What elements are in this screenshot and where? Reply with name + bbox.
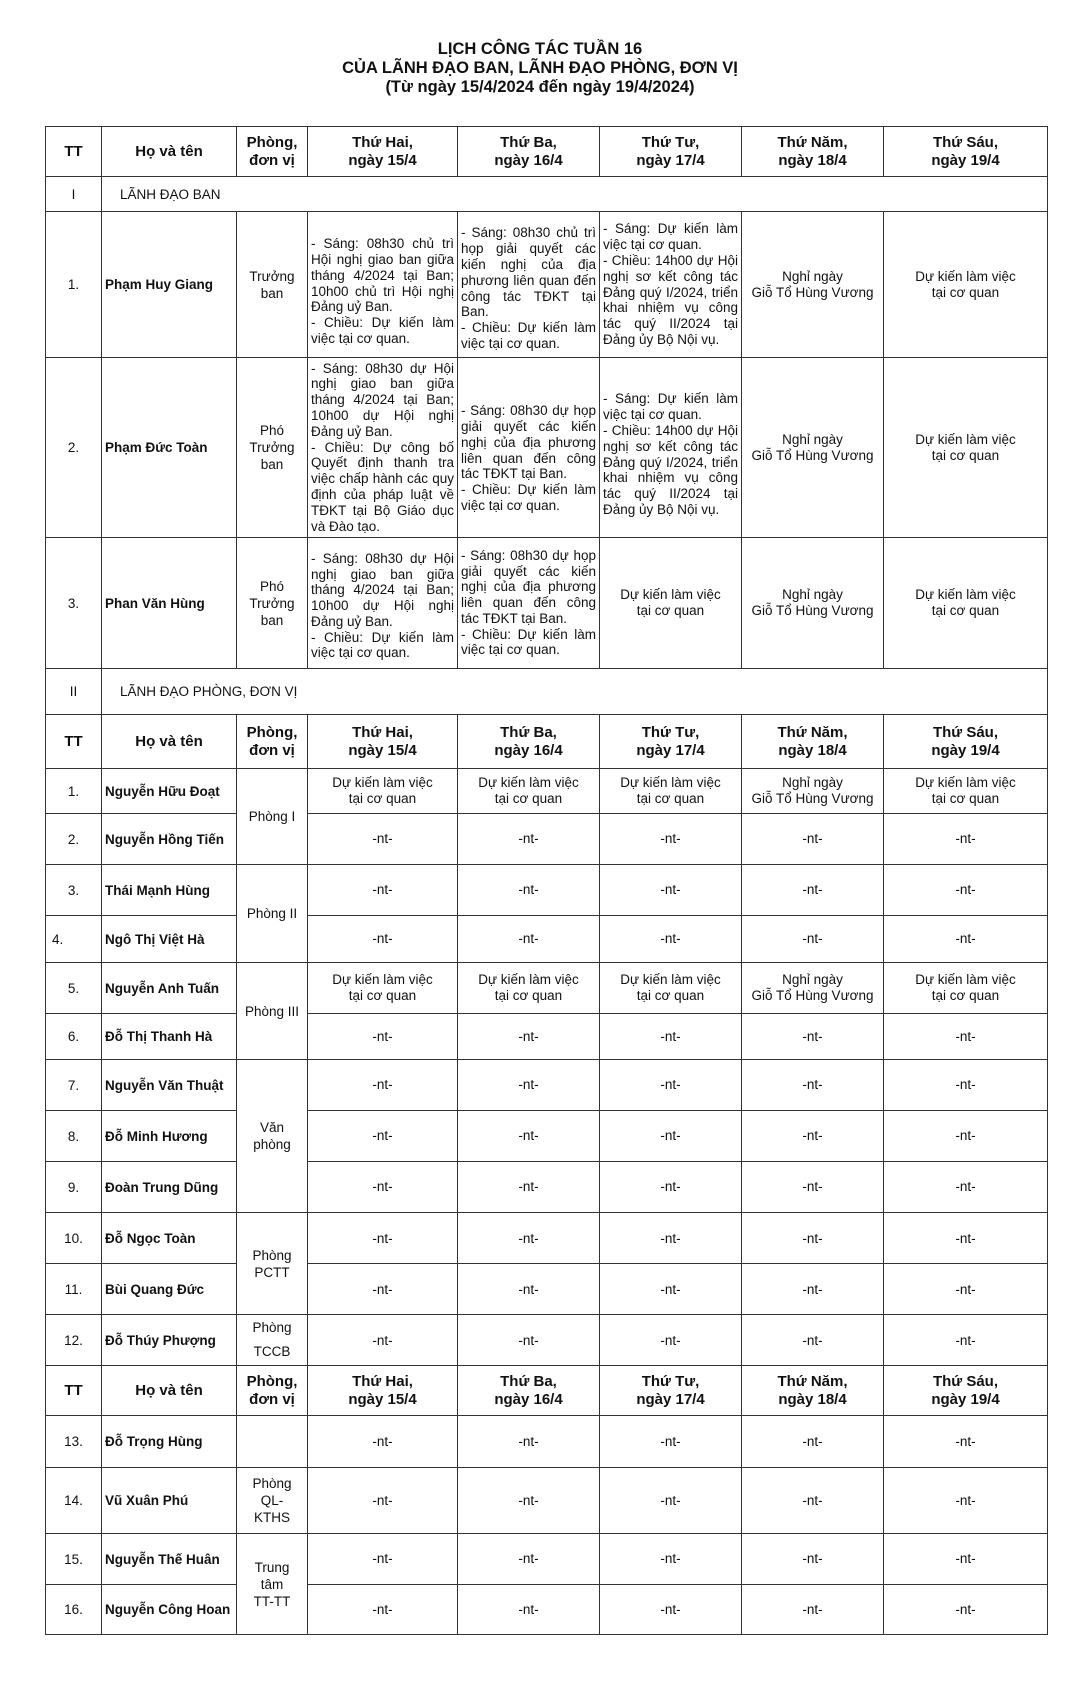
friday-cell: -nt- [884, 1416, 1048, 1468]
friday-cell: Dự kiến làm việc tại cơ quan [884, 963, 1048, 1014]
table-row [46, 814, 1048, 865]
friday-cell: -nt- [884, 1585, 1048, 1635]
wednesday-cell: -nt- [600, 1162, 742, 1213]
monday-cell: -nt- [308, 916, 458, 963]
header-friday: Thứ Sáu, ngày 19/4 [884, 1366, 1048, 1416]
document-title [0, 40, 1080, 97]
header-friday: Thứ Sáu, ngày 19/4 [884, 127, 1048, 177]
header-name: Họ và tên [102, 1366, 237, 1416]
table-row [46, 865, 1048, 916]
row-number: 8. [46, 1111, 102, 1162]
header-friday: Thứ Sáu, ngày 19/4 [884, 715, 1048, 769]
monday-cell: Dự kiến làm việc tại cơ quan [308, 769, 458, 814]
table-row [46, 1534, 1048, 1585]
person-name: Nguyễn Hữu Đoạt [102, 769, 237, 814]
thursday-cell: -nt- [742, 1060, 884, 1111]
tuesday-cell: -nt- [458, 1468, 600, 1534]
table-row [46, 1014, 1048, 1060]
person-name: Đỗ Thị Thanh Hà [102, 1014, 237, 1060]
thursday-cell: -nt- [742, 1014, 884, 1060]
title-line-1: LỊCH CÔNG TÁC TUẦN 16 [437, 40, 643, 58]
person-name: Đỗ Thúy Phượng [102, 1315, 237, 1366]
table-row [46, 1468, 1048, 1534]
row-number: 6. [46, 1014, 102, 1060]
monday-cell: -nt- [308, 1060, 458, 1111]
row-number: 16. [46, 1585, 102, 1635]
tuesday-cell: - Sáng: 08h30 dự họp giải quyết các kiến nghị của địa phương liên quan đến công tác TĐKT tại Ban. - Chiều: Dự kiến làm việc tại cơ quan. [458, 358, 600, 538]
tuesday-cell: -nt- [458, 1315, 600, 1366]
friday-cell: -nt- [884, 1264, 1048, 1315]
row-number: 9. [46, 1162, 102, 1213]
section-label: LÃNH ĐẠO PHÒNG, ĐƠN VỊ [102, 669, 1048, 715]
wednesday-cell: -nt- [600, 814, 742, 865]
tuesday-cell: - Sáng: 08h30 dự họp giải quyết các kiến nghị của địa phương liên quan đến công tác TĐKT tại Ban. - Chiều: Dự kiến làm việc tại cơ quan. [458, 538, 600, 669]
friday-cell: Dự kiến làm việc tại cơ quan [884, 538, 1048, 669]
table-row [46, 769, 1048, 814]
wednesday-cell: -nt- [600, 1416, 742, 1468]
wednesday-cell: -nt- [600, 1468, 742, 1534]
table-row [46, 358, 1048, 538]
tuesday-cell: - Sáng: 08h30 chủ trì họp giải quyết các kiến nghị của địa phương liên quan đến công tác TĐKT tại Ban. - Chiều: Dự kiến làm việc tại cơ quan. [458, 212, 600, 358]
thursday-cell: -nt- [742, 1585, 884, 1635]
person-name: Đỗ Minh Hương [102, 1111, 237, 1162]
table-row [46, 1416, 1048, 1468]
header-tuesday: Thứ Ba, ngày 16/4 [458, 715, 600, 769]
friday-cell: Dự kiến làm việc tại cơ quan [884, 769, 1048, 814]
thursday-cell: -nt- [742, 1416, 884, 1468]
thursday-cell: -nt- [742, 1213, 884, 1264]
wednesday-cell: -nt- [600, 1014, 742, 1060]
header-name: Họ và tên [102, 127, 237, 177]
monday-cell: -nt- [308, 1213, 458, 1264]
thursday-cell: -nt- [742, 1468, 884, 1534]
friday-cell: Dự kiến làm việc tại cơ quan [884, 212, 1048, 358]
thursday-cell: Nghỉ ngày Giỗ Tổ Hùng Vương [742, 963, 884, 1014]
thursday-cell: -nt- [742, 1534, 884, 1585]
person-name: Ngô Thị Việt Hà [102, 916, 237, 963]
wednesday-cell: -nt- [600, 916, 742, 963]
header-thursday: Thứ Năm, ngày 18/4 [742, 715, 884, 769]
wednesday-cell: -nt- [600, 1534, 742, 1585]
row-number: 14. [46, 1468, 102, 1534]
thursday-cell: -nt- [742, 1264, 884, 1315]
monday-cell: -nt- [308, 1534, 458, 1585]
thursday-cell: -nt- [742, 1315, 884, 1366]
wednesday-cell: -nt- [600, 1111, 742, 1162]
friday-cell: -nt- [884, 1468, 1048, 1534]
title-line-3: (Từ ngày 15/4/2024 đến ngày 19/4/2024) [385, 78, 695, 96]
tuesday-cell: -nt- [458, 1534, 600, 1585]
friday-cell: -nt- [884, 814, 1048, 865]
tuesday-cell: -nt- [458, 1014, 600, 1060]
wednesday-cell: -nt- [600, 1315, 742, 1366]
monday-cell: -nt- [308, 1585, 458, 1635]
wednesday-cell: - Sáng: Dự kiến làm việc tại cơ quan. - Chiều: 14h00 dự Hội nghị sơ kết công tác Đảng quý I/2024, triển khai nhiệm vụ công tác quý II/2024 tại Đảng ủy Bộ Nội vụ. [600, 212, 742, 358]
friday-cell: Dự kiến làm việc tại cơ quan [884, 358, 1048, 538]
header-unit: Phòng, đơn vị [237, 715, 308, 769]
header-wednesday: Thứ Tư, ngày 17/4 [600, 127, 742, 177]
wednesday-cell: -nt- [600, 1585, 742, 1635]
thursday-cell: -nt- [742, 865, 884, 916]
friday-cell: -nt- [884, 1162, 1048, 1213]
unit-cell: Phòng II [237, 865, 308, 963]
person-name: Thái Mạnh Hùng [102, 865, 237, 916]
header-unit: Phòng, đơn vị [237, 1366, 308, 1416]
table-row [46, 1264, 1048, 1315]
header-name: Họ và tên [102, 715, 237, 769]
monday-cell: -nt- [308, 814, 458, 865]
section-number: I [46, 177, 102, 212]
wednesday-cell: -nt- [600, 1213, 742, 1264]
wednesday-cell: Dự kiến làm việc tại cơ quan [600, 538, 742, 669]
unit-cell: Phòng QL- KTHS [237, 1468, 308, 1534]
unit-cell: Phó Trưởng ban [237, 358, 308, 538]
table-header [46, 1366, 1048, 1416]
unit-cell: Phòng III [237, 963, 308, 1060]
section-number: II [46, 669, 102, 715]
table-row [46, 1111, 1048, 1162]
section-row [46, 669, 1048, 715]
tuesday-cell: -nt- [458, 1416, 600, 1468]
row-number: 15. [46, 1534, 102, 1585]
tuesday-cell: -nt- [458, 865, 600, 916]
row-number: 13. [46, 1416, 102, 1468]
header-wednesday: Thứ Tư, ngày 17/4 [600, 1366, 742, 1416]
person-name: Nguyễn Công Hoan [102, 1585, 237, 1635]
header-tuesday: Thứ Ba, ngày 16/4 [458, 1366, 600, 1416]
table-row [46, 212, 1048, 358]
table-header [46, 715, 1048, 769]
unit-cell: Phó Trưởng ban [237, 538, 308, 669]
schedule-table [45, 126, 1048, 1635]
wednesday-cell: -nt- [600, 1264, 742, 1315]
tuesday-cell: -nt- [458, 1111, 600, 1162]
friday-cell: -nt- [884, 1111, 1048, 1162]
person-name: Nguyễn Hồng Tiến [102, 814, 237, 865]
monday-cell: -nt- [308, 1264, 458, 1315]
monday-cell: -nt- [308, 1014, 458, 1060]
header-wednesday: Thứ Tư, ngày 17/4 [600, 715, 742, 769]
header-tuesday: Thứ Ba, ngày 16/4 [458, 127, 600, 177]
table-row [46, 916, 1048, 963]
wednesday-cell: - Sáng: Dự kiến làm việc tại cơ quan. - Chiều: 14h00 dự Hội nghị sơ kết công tác Đảng quý I/2024, triển khai nhiệm vụ công tác quý II/2024 tại Đảng ủy Bộ Nội vụ. [600, 358, 742, 538]
wednesday-cell: Dự kiến làm việc tại cơ quan [600, 769, 742, 814]
person-name: Đỗ Trọng Hùng [102, 1416, 237, 1468]
tuesday-cell: -nt- [458, 1585, 600, 1635]
tuesday-cell: -nt- [458, 1060, 600, 1111]
row-number: 3. [46, 865, 102, 916]
table-row [46, 1162, 1048, 1213]
monday-cell: -nt- [308, 1416, 458, 1468]
header-thursday: Thứ Năm, ngày 18/4 [742, 127, 884, 177]
thursday-cell: -nt- [742, 1111, 884, 1162]
person-name: Bùi Quang Đức [102, 1264, 237, 1315]
table-row [46, 538, 1048, 669]
monday-cell: -nt- [308, 865, 458, 916]
person-name: Nguyễn Anh Tuấn [102, 963, 237, 1014]
header-tt: TT [46, 715, 102, 769]
monday-cell: - Sáng: 08h30 dự Hội nghị giao ban giữa tháng 4/2024 tại Ban; 10h00 dự Hội nghị Đảng uỷ Ban. - Chiều: Dự công bố Quyết định thanh tra việc chấp hành các quy định của pháp luật về TĐKT tại Bộ Giáo dục và Đào tạo. [308, 358, 458, 538]
row-number: 3. [46, 538, 102, 669]
section-row [46, 177, 1048, 212]
row-number: 4. [46, 916, 102, 963]
thursday-cell: -nt- [742, 1162, 884, 1213]
wednesday-cell: -nt- [600, 865, 742, 916]
header-unit: Phòng, đơn vị [237, 127, 308, 177]
row-number: 7. [46, 1060, 102, 1111]
table-row [46, 1060, 1048, 1111]
unit-cell: Văn phòng [237, 1060, 308, 1213]
monday-cell: Dự kiến làm việc tại cơ quan [308, 963, 458, 1014]
person-name: Phạm Đức Toàn [102, 358, 237, 538]
row-number: 11. [46, 1264, 102, 1315]
monday-cell: -nt- [308, 1111, 458, 1162]
row-number: 1. [46, 212, 102, 358]
friday-cell: -nt- [884, 1534, 1048, 1585]
tuesday-cell: -nt- [458, 814, 600, 865]
friday-cell: -nt- [884, 1014, 1048, 1060]
header-monday: Thứ Hai, ngày 15/4 [308, 127, 458, 177]
friday-cell: -nt- [884, 865, 1048, 916]
unit-cell: Phòng I [237, 769, 308, 865]
row-number: 1. [46, 769, 102, 814]
table-row [46, 1585, 1048, 1635]
wednesday-cell: Dự kiến làm việc tại cơ quan [600, 963, 742, 1014]
person-name: Vũ Xuân Phú [102, 1468, 237, 1534]
row-number: 2. [46, 358, 102, 538]
tuesday-cell: -nt- [458, 1264, 600, 1315]
person-name: Phan Văn Hùng [102, 538, 237, 669]
header-monday: Thứ Hai, ngày 15/4 [308, 715, 458, 769]
person-name: Phạm Huy Giang [102, 212, 237, 358]
monday-cell: -nt- [308, 1315, 458, 1366]
person-name: Đoàn Trung Dũng [102, 1162, 237, 1213]
header-tt: TT [46, 1366, 102, 1416]
thursday-cell: Nghỉ ngày Giỗ Tổ Hùng Vương [742, 769, 884, 814]
person-name: Nguyễn Thế Huân [102, 1534, 237, 1585]
row-number: 5. [46, 963, 102, 1014]
person-name: Nguyễn Văn Thuật [102, 1060, 237, 1111]
thursday-cell: Nghỉ ngày Giỗ Tổ Hùng Vương [742, 538, 884, 669]
unit-cell: Trưởng ban [237, 212, 308, 358]
friday-cell: -nt- [884, 1315, 1048, 1366]
monday-cell: -nt- [308, 1468, 458, 1534]
monday-cell: - Sáng: 08h30 dự Hội nghị giao ban giữa tháng 4/2024 tại Ban; 10h00 dự Hội nghị Đảng uỷ Ban. - Chiều: Dự kiến làm việc tại cơ quan. [308, 538, 458, 669]
person-name: Đỗ Ngọc Toàn [102, 1213, 237, 1264]
section-label: LÃNH ĐẠO BAN [102, 177, 1048, 212]
row-number: 2. [46, 814, 102, 865]
row-number: 10. [46, 1213, 102, 1264]
unit-cell: Phòng TCCB [237, 1315, 308, 1366]
unit-cell: Trung tâm TT-TT [237, 1534, 308, 1635]
row-number: 12. [46, 1315, 102, 1366]
table-row [46, 1315, 1048, 1366]
friday-cell: -nt- [884, 1213, 1048, 1264]
header-monday: Thứ Hai, ngày 15/4 [308, 1366, 458, 1416]
wednesday-cell: -nt- [600, 1060, 742, 1111]
monday-cell: -nt- [308, 1162, 458, 1213]
title-line-2: CỦA LÃNH ĐẠO BAN, LÃNH ĐẠO PHÒNG, ĐƠN VỊ [342, 59, 738, 77]
unit-cell: Phòng PCTT [237, 1213, 308, 1315]
table-header [46, 127, 1048, 177]
header-thursday: Thứ Năm, ngày 18/4 [742, 1366, 884, 1416]
thursday-cell: -nt- [742, 814, 884, 865]
tuesday-cell: -nt- [458, 1213, 600, 1264]
friday-cell: -nt- [884, 916, 1048, 963]
tuesday-cell: Dự kiến làm việc tại cơ quan [458, 769, 600, 814]
unit-cell [237, 1416, 308, 1468]
tuesday-cell: -nt- [458, 1162, 600, 1213]
monday-cell: - Sáng: 08h30 chủ trì Hội nghị giao ban giữa tháng 4/2024 tại Ban; 10h00 chủ trì Hội nghị Đảng uỷ Ban. - Chiều: Dự kiến làm việc tại cơ quan. [308, 212, 458, 358]
friday-cell: -nt- [884, 1060, 1048, 1111]
thursday-cell: Nghỉ ngày Giỗ Tổ Hùng Vương [742, 212, 884, 358]
table-row [46, 963, 1048, 1014]
thursday-cell: Nghỉ ngày Giỗ Tổ Hùng Vương [742, 358, 884, 538]
tuesday-cell: Dự kiến làm việc tại cơ quan [458, 963, 600, 1014]
thursday-cell: -nt- [742, 916, 884, 963]
tuesday-cell: -nt- [458, 916, 600, 963]
table-row [46, 1213, 1048, 1264]
header-tt: TT [46, 127, 102, 177]
